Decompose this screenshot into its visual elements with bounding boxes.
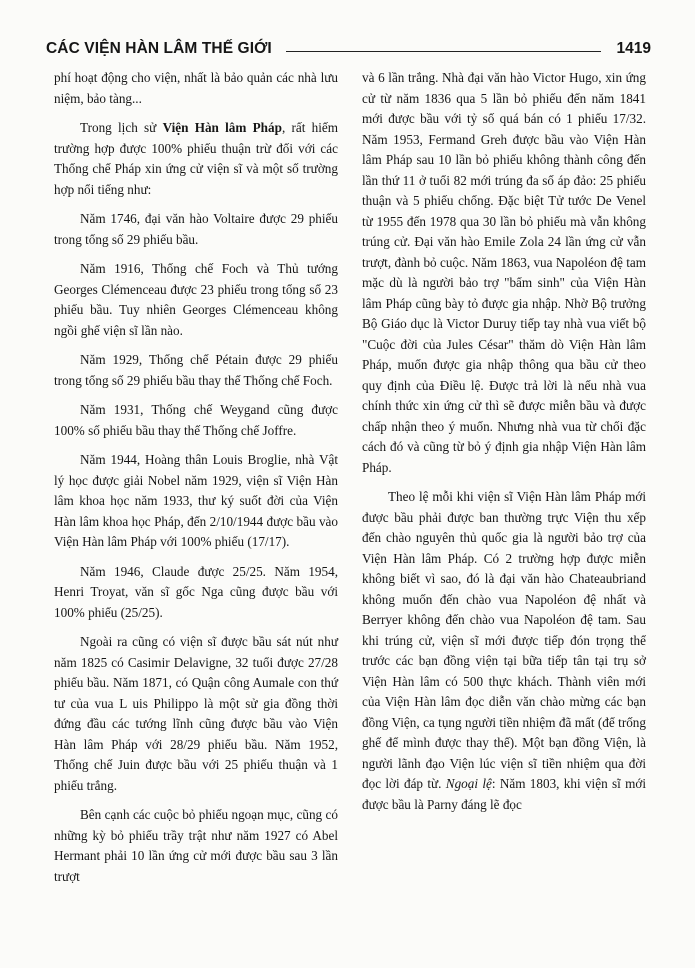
paragraph: và 6 lần trắng. Nhà đại văn hào Victor Hugo, xin ứng cử từ năm 1836 qua 5 lần bỏ phiếu đến năm 1841 mới được bầu với tỷ số quá bán có 1 phiếu 17/32. Năm 1953, Fermand Greh được bầu vào Viện Hàn lâm Pháp sau 10 lần bỏ phiếu không thành công đến lần thứ 11 ở tuổi 82 mới trúng đa số áp đảo: 25 phiếu thuận và 5 phiếu chống. Đặc biệt Tử tước De Venel từ 1955 đến 1978 qua 30 lần bỏ phiếu mà vẫn không trúng cử. Đại văn hào Emile Zola 24 lần ứng cử vẫn trượt, đành bỏ cuộc. Năm 1863, vua Napoléon đệ tam mặc dù là người bảo trợ "bẩm sinh" của Viện Hàn lâm Pháp cũng bày tỏ được gia nhập. Nhờ Bộ trưởng Bộ Giáo dục là Victor Duruy tiếp tay nhà vua viết bộ "Cuộc đời của Jules César" thăm dò Viện Hàn lâm Pháp, muốn được gia nhập thông qua bầu cử theo quy định của Điều lệ. Được trả lời là nếu nhà vua chính thức xin ứng cử thì sẽ được miễn bầu và được chấp nhận theo ý muốn. Nhưng nhà vua từ chối đặc cách đó và cũng từ bỏ ý định gia nhập Viện Hàn lâm Pháp. bbox=[362, 70, 646, 475]
paragraph bbox=[362, 487, 646, 815]
paragraph-text: Theo lệ mỗi khi viện sĩ Viện Hàn lâm Pháp mới được bầu phải được ban thường trực Viện thu xếp đến chào nguyên thủ quốc gia là người bảo trợ của Viện Hàn lâm Pháp. Có 2 trường hợp được miễn không biết vì sao, đó là đại văn hào Chateaubriand không muốn đến chào vua Napoléon đệ nhất và Berryer không đến chào vua Napoléon đệ tam. Sau khi trúng cử, viện sĩ mới được tiếp đón trọng thể trước các bạn đồng viện tại bữa tiếp tân tại trụ sở Viện Hàn lâm có 500 thực khách. Thành viên mới của Viện Hàn lâm đọc diễn văn chào mừng các bạn đồng Viện, ca tụng người tiền nhiệm đã mất (để trống ghế để mình được thay thế). Một bạn đồng Viện, là người lãnh đạo Viện lúc viện sĩ tiền nhiệm qua đời đọc lời đáp từ. bbox=[362, 489, 646, 791]
left-column bbox=[54, 68, 338, 887]
paragraph-text: Trong lịch sử bbox=[80, 120, 163, 135]
paragraph: Năm 1746, đại văn hào Voltaire được 29 phiếu trong tổng số 29 phiếu bầu. bbox=[54, 211, 338, 247]
paragraph: phí hoạt động cho viện, nhất là bảo quản các nhà lưu niệm, bảo tàng... bbox=[54, 70, 338, 106]
running-header-title: CÁC VIỆN HÀN LÂM THẾ GIỚI bbox=[46, 40, 272, 57]
paragraph: Năm 1944, Hoàng thân Louis Broglie, nhà Vật lý học được giải Nobel năm 1929, viện sĩ Viện Hàn lâm khoa học năm 1933, thư ký suốt đời của Viện Hàn lâm khoa học Pháp, đến 2/10/1944 được bầu vào Viện Hàn lâm Pháp với 100% phiếu (17/17). bbox=[54, 452, 338, 549]
paragraph: Bên cạnh các cuộc bỏ phiếu ngoạn mục, cũng có những kỳ bỏ phiếu trầy trật như năm 1927 có Abel Hermant phải 10 lần ứng cử mới được bầu sau 3 lần trượt bbox=[54, 807, 338, 884]
header-rule bbox=[286, 51, 601, 52]
paragraph: Ngoài ra cũng có viện sĩ được bầu sát nút như năm 1825 có Casimir Delavigne, 32 tuổi được 27/28 phiếu bầu. Năm 1871, có Quận công Aumale con thứ tư của vua L uis Philippo là một sử gia đồng thời đứng đầu các tướng lĩnh cũng được bầu vào Viện Hàn lâm Pháp với 28/29 phiếu bầu. Năm 1952, Thống chế Juin được bầu với 25 phiếu thuận và 1 phiếu trắng. bbox=[54, 634, 338, 793]
paragraph: Năm 1929, Thống chế Pétain được 29 phiếu trong tổng số 29 phiếu bầu thay thế Thống chế Foch. bbox=[54, 352, 338, 388]
bold-term: Viện Hàn lâm Pháp bbox=[162, 120, 282, 135]
right-column bbox=[362, 68, 646, 815]
paragraph-text: , rất hiếm trường hợp được 100% phiếu thuận trừ đối với các Thống chế Pháp xin ứng cử viện sĩ và một số trường hợp nổi tiếng như: bbox=[54, 120, 338, 197]
page-number: 1419 bbox=[616, 40, 651, 57]
italic-term: Ngoại lệ bbox=[445, 776, 492, 791]
paragraph bbox=[54, 118, 338, 200]
paragraph-text: : Năm 1803, khi viện sĩ mới được bầu là Parny đáng lẽ đọc bbox=[362, 776, 646, 812]
paragraph: Năm 1916, Thống chế Foch và Thủ tướng Georges Clémenceau được 23 phiếu trong tổng số 23 phiếu bầu. Tuy nhiên Georges Clémenceau không ngồi ghế viện sĩ lần nào. bbox=[54, 261, 338, 338]
paragraph: Năm 1931, Thống chế Weygand cũng được 100% số phiếu bầu thay thế Thống chế Joffre. bbox=[54, 402, 338, 438]
paragraph: Năm 1946, Claude được 25/25. Năm 1954, Henri Troyat, văn sĩ gốc Nga cũng được bầu với 100% phiếu (25/25). bbox=[54, 563, 338, 620]
